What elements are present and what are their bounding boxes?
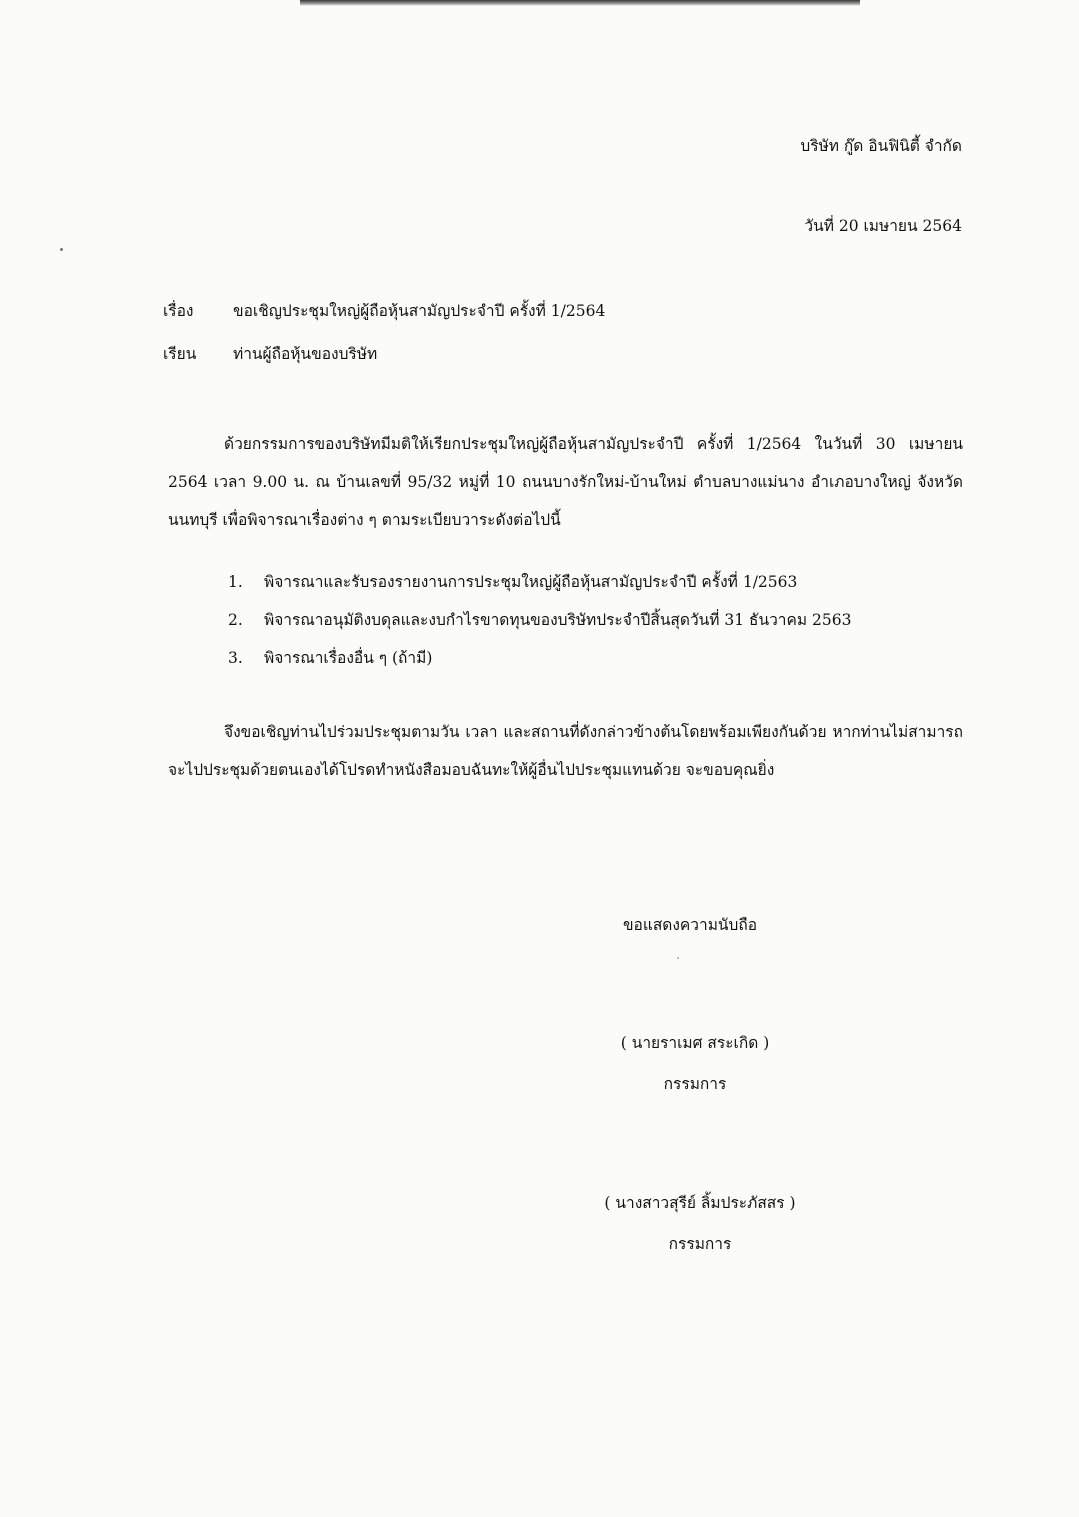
salutation: ขอแสดงความนับถือ <box>622 916 758 934</box>
subject-line <box>163 298 605 323</box>
recipient-label: เรียน <box>163 345 197 363</box>
intro-text: ด้วยกรรมการของบริษัทมีมติให้เรียกประชุมใหญ่ผู้ถือหุ้นสามัญประจำปี ครั้งที่ 1/2564 ในวันที่ 30 เมษายน 2564 เวลา 9.00 น. ณ บ้านเลขที่ 95/32 หมู่ที่ 10 ถนนบางรักใหม่-บ้านใหม่ ตำบลบางแม่นาง อำเภอบางใหญ่ จังหวัดนนทบุรี เพื่อพิจารณาเรื่องต่าง ๆ ตามระเบียบวาระดังต่อไปนี้ <box>168 435 963 529</box>
agenda-item <box>228 639 851 677</box>
scan-speck <box>677 957 679 959</box>
closing-paragraph <box>168 713 963 789</box>
subject-label: เรื่อง <box>163 302 194 320</box>
agenda-number: 1. <box>228 573 243 591</box>
scan-edge-shadow <box>300 0 860 6</box>
subject-text: ขอเชิญประชุมใหญ่ผู้ถือหุ้นสามัญประจำปี ครั้งที่ 1/2564 <box>233 302 606 320</box>
intro-paragraph <box>168 425 963 539</box>
agenda-item <box>228 563 851 601</box>
agenda-number: 2. <box>228 611 243 629</box>
recipient-text: ท่านผู้ถือหุ้นของบริษัท <box>233 345 378 363</box>
signatory-title: กรรมการ <box>668 1235 732 1253</box>
agenda-list <box>228 563 851 677</box>
letter-date: วันที่ 20 เมษายน 2564 <box>804 217 962 235</box>
signatory-title: กรรมการ <box>663 1075 727 1093</box>
recipient-line <box>163 341 377 366</box>
agenda-item <box>228 601 851 639</box>
signatory-name: ( นางสาวสุรีย์ ลิ้มประภัสสร ) <box>604 1194 796 1212</box>
signatory-name: ( นายราเมศ สระเกิด ) <box>620 1034 770 1052</box>
agenda-text: พิจารณาอนุมัติงบดุลและงบกำไรขาดทุนของบริษัทประจำปีสิ้นสุดวันที่ 31 ธันวาคม 2563 <box>264 611 852 629</box>
agenda-number: 3. <box>228 649 243 667</box>
company-name: บริษัท กู๊ด อินฟินิตี้ จำกัด <box>800 137 962 155</box>
agenda-text: พิจารณาเรื่องอื่น ๆ (ถ้ามี) <box>264 649 433 667</box>
scan-speck <box>60 248 63 251</box>
agenda-text: พิจารณาและรับรองรายงานการประชุมใหญ่ผู้ถือหุ้นสามัญประจำปี ครั้งที่ 1/2563 <box>264 573 798 591</box>
closing-text: จึงขอเชิญท่านไปร่วมประชุมตามวัน เวลา และสถานที่ดังกล่าวข้างต้นโดยพร้อมเพียงกันด้วย หากท่านไม่สามารถจะไปประชุมด้วยตนเองได้โปรดทำหนังสือมอบฉันทะให้ผู้อื่นไปประชุมแทนด้วย จะขอบคุณยิ่ง <box>168 723 963 779</box>
